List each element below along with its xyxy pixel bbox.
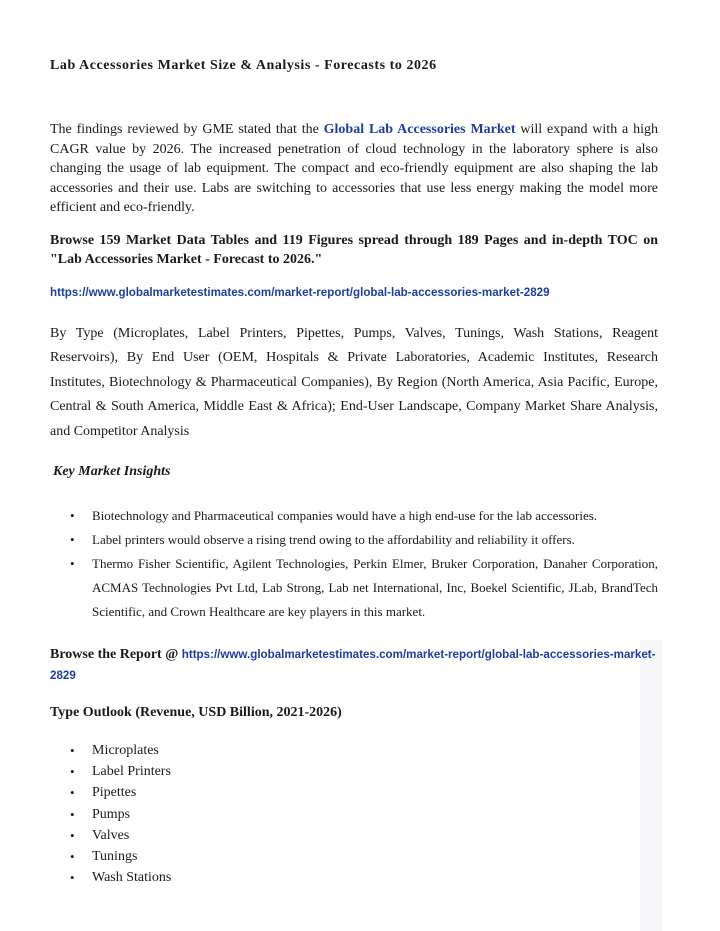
- list-item: [50, 528, 658, 552]
- list-item-text: Pipettes: [92, 785, 137, 801]
- list-item-text: Wash Stations: [92, 870, 172, 886]
- bullet-icon: •: [70, 508, 75, 523]
- browse-report-link[interactable]: https://www.globalmarketestimates.com/market-report/global-lab-accessories-market-2829: [50, 648, 656, 682]
- intro-paragraph: [50, 120, 658, 218]
- bullet-icon: •: [70, 785, 75, 801]
- list-item: [50, 552, 658, 624]
- bullet-icon: •: [70, 806, 75, 822]
- list-item: [50, 825, 171, 846]
- list-item: [50, 740, 171, 761]
- list-item-text: Pumps: [92, 806, 131, 822]
- list-item: [50, 504, 658, 528]
- list-item: [50, 846, 171, 867]
- list-item-text: Thermo Fisher Scientific, Agilent Technologies, Perkin Elmer, Bruker Corporation, Danaher Corporation, ACMAS Technologies Pvt Ltd, Lab Strong, Lab net International, Inc, Boekel Scientific, JLab, BrandTech Scientific, and Crown Healthcare are key players in this market.: [92, 556, 658, 619]
- bullet-icon: •: [70, 532, 75, 547]
- bullet-icon: •: [70, 870, 75, 886]
- list-item-text: Microplates: [92, 743, 159, 758]
- list-item-text: Biotechnology and Pharmaceutical companies would have a high end-use for the lab accessories.: [92, 508, 598, 523]
- browse-report-label: Browse the Report @: [50, 647, 182, 662]
- list-item: [50, 867, 171, 888]
- document-title: Lab Accessories Market Size & Analysis - Forecasts to 2026: [50, 58, 437, 73]
- report-link[interactable]: https://www.globalmarketestimates.com/market-report/global-lab-accessories-market-2829: [50, 286, 550, 299]
- bullet-icon: •: [70, 849, 75, 865]
- list-item-text: Label printers would observe a rising trend owing to the affordability and reliability it offers.: [92, 532, 575, 547]
- segments-paragraph: By Type (Microplates, Label Printers, Pipettes, Pumps, Valves, Tunings, Wash Stations, Reagent Reservoirs), By End User (OEM, Hospitals & Private Laboratories, Academic Institutes, Research Institutes, Biotechnology & Pharmaceutical Companies), By Region (North America, Asia Pacific, Europe, Central & South America, Middle East & Africa); End-User Landscape, Company Market Share Analysis, and Competitor Analysis: [50, 326, 658, 439]
- intro-text-before: The findings reviewed by GME stated that the: [50, 122, 324, 137]
- market-name-highlight: Global Lab Accessories Market: [323, 122, 516, 137]
- key-insights-heading: Key Market Insights: [53, 464, 171, 479]
- list-item-text: Valves: [92, 827, 130, 843]
- list-item: [50, 782, 171, 803]
- browse-tables-text: Browse 159 Market Data Tables and 119 Figures spread through 189 Pages and in-depth TOC on "Lab Accessories Market - Forecast to 2026.": [50, 233, 658, 267]
- intro-text-after: will expand with a high CAGR value by 2026. The increased penetration of cloud technology in the laboratory sphere is also changing the usage of lab equipment. The compact and eco-friendly equipment are also shaping the lab accessories and their use. Labs are switching to accessories that use less energy making the model more efficient and eco-friendly.: [50, 122, 658, 215]
- type-outlook-list: [50, 740, 171, 888]
- list-item-text: Tunings: [92, 849, 138, 865]
- bullet-icon: •: [70, 764, 75, 780]
- bullet-icon: •: [70, 743, 75, 758]
- insights-list: [50, 504, 658, 624]
- list-item: [50, 761, 171, 782]
- bullet-icon: •: [70, 827, 75, 843]
- list-item: [50, 804, 171, 825]
- type-outlook-heading: Type Outlook (Revenue, USD Billion, 2021-2026): [50, 705, 342, 720]
- list-item-text: Label Printers: [92, 764, 171, 780]
- browse-report-line: [50, 644, 662, 686]
- bullet-icon: •: [70, 556, 75, 571]
